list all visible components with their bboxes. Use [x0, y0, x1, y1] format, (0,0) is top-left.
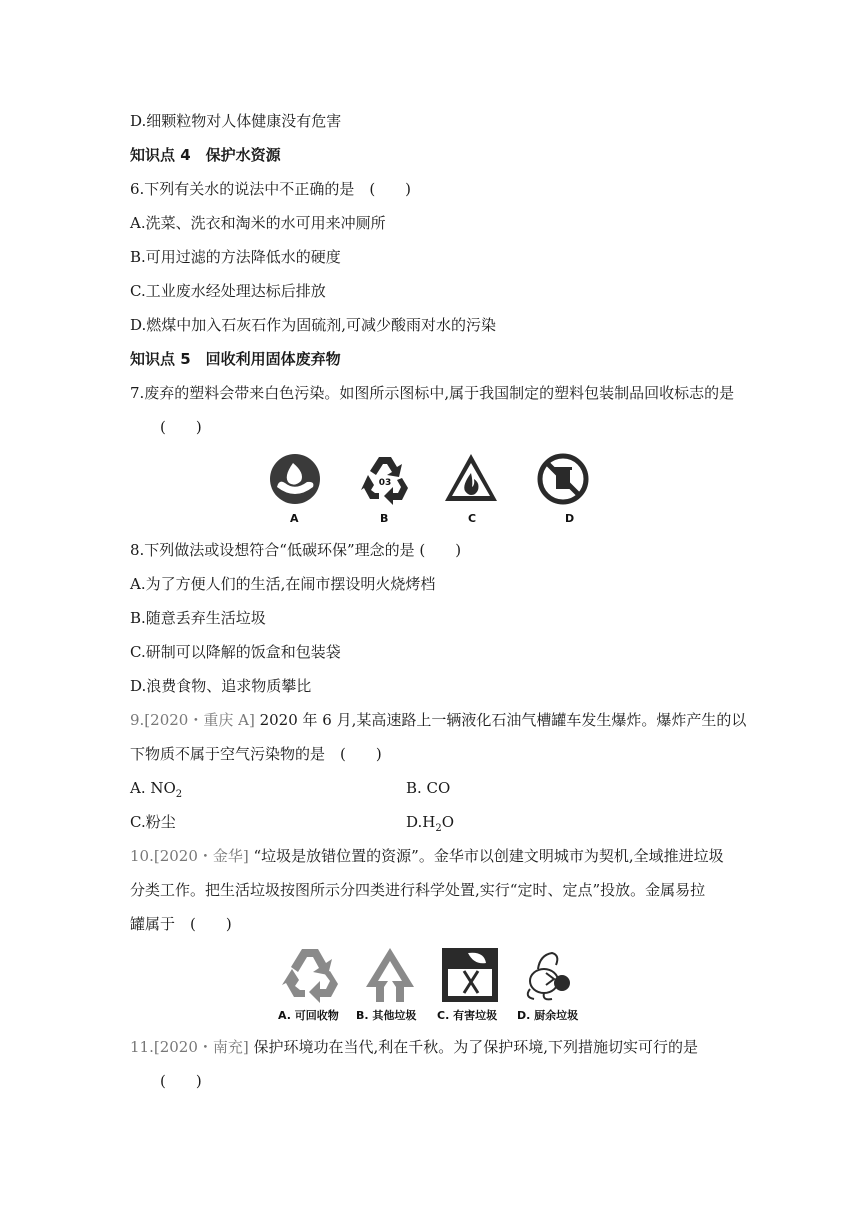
q9-stem-line2: 下物质不属于空气污染物的是 ( ) [130, 745, 382, 763]
q6-option-d: D.燃煤中加入石灰石作为固硫剂,可减少酸雨对水的污染 [130, 316, 497, 334]
plastic-recycling-icon [361, 457, 408, 505]
other-waste-icon [366, 948, 414, 1002]
knowledge-point-5-heading: 知识点 5 回收利用固体废弃物 [130, 350, 341, 368]
q7-icon-label-c: C [468, 512, 477, 525]
q6-option-b: B.可用过滤的方法降低水的硬度 [130, 248, 341, 266]
q10-figure [280, 946, 590, 1004]
q11-answer-blank: ( ) [160, 1072, 202, 1090]
q7-icon-label-a: A [290, 512, 299, 525]
q9-option-b: B. CO [406, 779, 451, 797]
q11-stem-text: 保护环境功在当代,利在千秋。为了保护环境,下列措施切实可行的是 [248, 1038, 699, 1056]
q8-option-c: C.研制可以降解的饭盒和包装袋 [130, 643, 341, 661]
svg-text:03: 03 [378, 478, 392, 488]
water-saving-icon [270, 454, 320, 504]
q9-stem-text: 2020 年 6 月,某高速路上一辆液化石油气槽罐车发生爆炸。爆炸产生的以 [254, 711, 747, 729]
hazardous-waste-icon [442, 948, 498, 1002]
q5-option-d: D.细颗粒物对人体健康没有危害 [130, 112, 342, 130]
q9-option-d: $D.H_2O$ [406, 813, 455, 834]
q11-stem [130, 1037, 698, 1057]
q8-option-d: D.浪费食物、追求物质攀比 [130, 677, 312, 695]
q10-stem-line1 [130, 846, 724, 866]
q10-stem-line3: 罐属于 ( ) [130, 915, 232, 933]
q7-figure [265, 452, 595, 508]
q7-icon-label-b: B [380, 512, 389, 525]
flammable-warning-icon [445, 454, 497, 501]
q7-icon-label-d: D [565, 512, 575, 525]
q10-icon-label-a: A. 可回收物 [278, 1009, 339, 1022]
q10-icon-label-d: D. 厨余垃圾 [517, 1009, 579, 1022]
q9-source: 9.[2020・重庆 A] [130, 711, 255, 729]
recyclable-icon [282, 949, 338, 1003]
q10-stem-text: “垃圾是放错位置的资源”。金华市以创建文明城市为契机,全域推进垃圾 [248, 847, 724, 865]
q11-source: 11.[2020・南充] [130, 1038, 249, 1056]
q8-option-b: B.随意丢弃生活垃圾 [130, 609, 266, 627]
q6-option-c: C.工业废水经处理达标后排放 [130, 282, 326, 300]
q8-option-a: A.为了方便人们的生活,在闹市摆设明火烧烤档 [130, 575, 436, 593]
q10-icon-label-b: B. 其他垃圾 [356, 1009, 417, 1022]
knowledge-point-4-heading: 知识点 4 保护水资源 [130, 146, 281, 164]
q10-source: 10.[2020・金华] [130, 847, 249, 865]
q6-option-a: A.洗菜、洗衣和淘米的水可用来冲厕所 [130, 214, 386, 232]
kitchen-waste-icon [528, 953, 569, 999]
q9-option-a: A. $NO_2$ [130, 779, 183, 800]
q7-stem: 7.废弃的塑料会带来白色污染。如图所示图标中,属于我国制定的塑料包装制品回收标志的是 [130, 384, 735, 402]
q8-stem: 8.下列做法或设想符合“低碳环保”理念的是 ( ) [130, 541, 462, 559]
q6-stem: 6.下列有关水的说法中不正确的是 ( ) [130, 180, 412, 198]
q7-answer-blank: ( ) [160, 418, 202, 436]
q10-stem-line2: 分类工作。把生活垃圾按图所示分四类进行科学处置,实行“定时、定点”投放。金属易拉 [130, 881, 706, 899]
q10-icon-label-c: C. 有害垃圾 [437, 1009, 498, 1022]
q9-option-c: C.粉尘 [130, 813, 176, 831]
q9-stem-line1 [130, 710, 746, 730]
no-littering-icon [540, 456, 586, 502]
